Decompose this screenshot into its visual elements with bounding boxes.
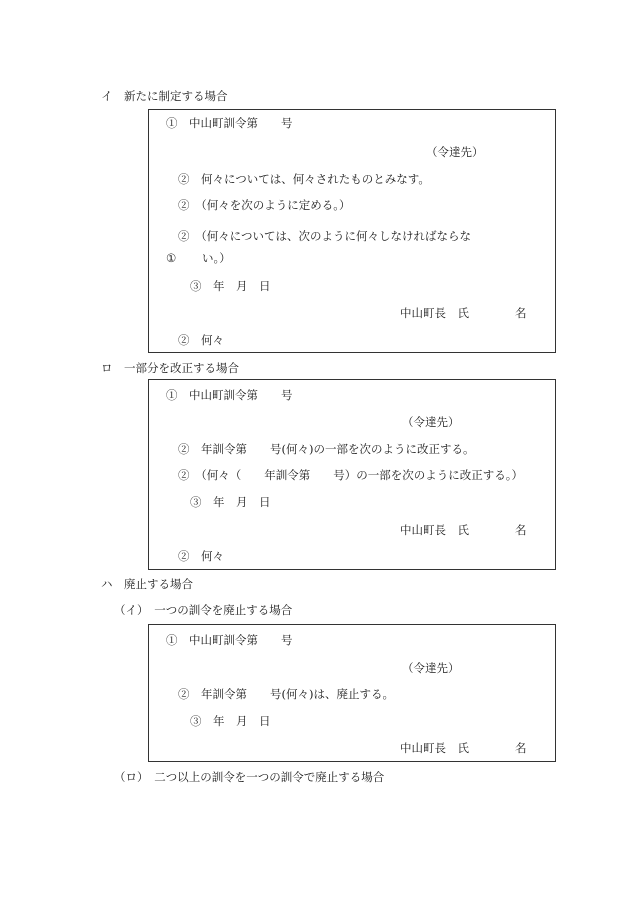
addressee: （令達先） xyxy=(426,145,484,159)
template-box-repeal-single xyxy=(148,624,556,762)
signature-line: 中山町長 氏 名 xyxy=(400,306,527,320)
date-line: ③ 年 月 日 xyxy=(190,714,271,728)
order-number-line: ① 中山町訓令第 号 xyxy=(166,388,293,402)
signature-line: 中山町長 氏 名 xyxy=(400,741,527,755)
addressee: （令達先） xyxy=(402,415,460,429)
section-ro-heading: ロ 一部分を改正する場合 xyxy=(101,361,239,375)
sub-ro-heading: （ロ） 二つ以上の訓令を一つの訓令で廃止する場合 xyxy=(114,770,385,784)
body-line-2: ② （何々（ 年訓令第 号）の一部を次のように改正する。） xyxy=(178,468,523,482)
body-line-4: い。） xyxy=(202,251,231,265)
section-ha-heading: ハ 廃止する場合 xyxy=(101,577,193,591)
date-line: ③ 年 月 日 xyxy=(190,279,271,293)
section-i-heading: イ 新たに制定する場合 xyxy=(101,89,228,103)
template-box-new xyxy=(148,109,556,353)
body-text: ② 何々 xyxy=(178,549,224,563)
body-line-3: ② （何々については、次のように何々しなければならな xyxy=(178,229,472,243)
sub-i-heading: （イ） 一つの訓令を廃止する場合 xyxy=(114,603,293,617)
body-line-1: ② 何々については、何々されたものとみなす。 xyxy=(178,172,430,186)
date-line: ③ 年 月 日 xyxy=(190,495,271,509)
body-text: ② 何々 xyxy=(178,333,224,347)
template-box-partial-amend xyxy=(148,379,556,570)
body-line-1: ② 年訓令第 号(何々)の一部を次のように改正する。 xyxy=(178,442,475,456)
body-line-2: ② （何々を次のように定める。） xyxy=(178,198,351,212)
signature-line: 中山町長 氏 名 xyxy=(400,523,527,537)
body-line-1: ② 年訓令第 号(何々)は、廃止する。 xyxy=(178,687,394,701)
addressee: （令達先） xyxy=(402,661,460,675)
order-number-line: ① 中山町訓令第 号 xyxy=(166,116,293,130)
order-number-line: ① 中山町訓令第 号 xyxy=(166,633,293,647)
body-line-4-marker: ① xyxy=(166,251,177,265)
